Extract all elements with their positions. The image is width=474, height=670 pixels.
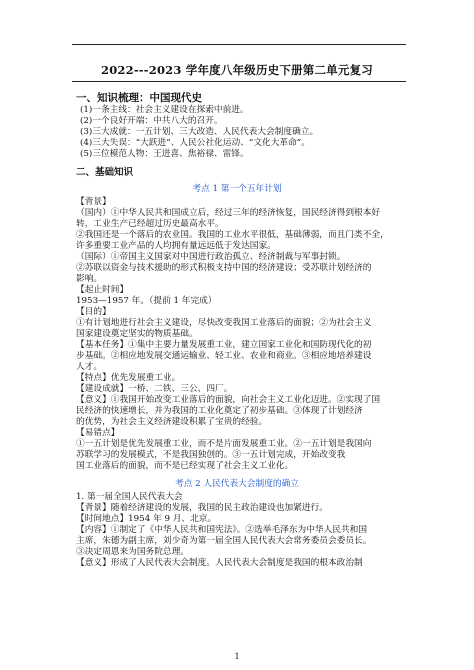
text-line: 苏联学习的发展模式，不是我国独创的。③一五计划完成，开始改变我 <box>76 450 346 460</box>
header-rule <box>72 44 406 45</box>
page-title: 2022---2023 学年度八年级历史下册第二单元复习 <box>101 63 373 77</box>
text-line: 【起止时间】 <box>76 285 129 295</box>
text-line: （国内）①中华人民共和国成立后，经过三年的经济恢复，国民经济得到根本好 <box>76 208 381 218</box>
summary-line: (5)三位模范人物：王进喜、焦裕禄、雷锋。 <box>80 149 249 159</box>
text-line: （国际）①帝国主义国家对中国进行政治孤立、经济制裁与军事封锁。 <box>76 252 346 262</box>
text-line: 【意义】形成了人民代表大会制度。人民代表大会制度是我国的根本政治制 <box>76 558 363 568</box>
kaodian-1-heading: 考点 1 第一个五年计划 <box>192 184 282 194</box>
text-line: ①一五计划是优先发展重工业，而不是片面发展重工业。②一五计划是我国向 <box>76 439 372 449</box>
summary-line: (3)三大成就：一五计划、三大改造、人民代表大会制度确立。 <box>80 127 319 137</box>
title-rule <box>72 81 406 82</box>
text-line: 民经济的快速增长，并为我国的工业化奠定了初步基础。③体现了计划经济 <box>76 406 363 416</box>
text-line: 【建设成就】一桥、二铁、三公、四厂。 <box>76 384 233 394</box>
text-line: 【意义】①我国开始改变工业落后的面貌，向社会主义工业化迈进。②实现了国 <box>76 395 381 405</box>
text-line: 【内容】①制定了《中华人民共和国宪法》。②选举毛泽东为中华人民共和国 <box>76 525 368 535</box>
text-line: 【背景】随着经济建设的发展，我国的民主政治建设也加紧进行。 <box>76 503 328 513</box>
text-line: 【目的】 <box>76 307 111 317</box>
summary-line: (2)一个良好开端：中共八大的召开。 <box>80 116 223 126</box>
text-line: 的优势，为社会主义经济建设积累了宝贵的经验。 <box>76 417 268 427</box>
text-line: 【易错点】 <box>76 428 120 438</box>
text-line: ③决定周恩来为国务院总理。 <box>76 547 189 557</box>
text-line: 转，工业生产已经超过历史最高水平。 <box>76 219 224 229</box>
section-heading-summary: 一、知识梳理：中国现代史 <box>76 92 202 104</box>
text-line: 国家建设奠定坚实的物质基础。 <box>76 329 198 339</box>
kaodian-2-heading: 考点 2 人民代表大会制度的确立 <box>175 479 299 489</box>
text-line: 主席，朱德为副主席，刘少奇为第一届全国人民代表大会常务委员会委员长。 <box>76 536 372 546</box>
text-line: 1. 第一届全国人民代表大会 <box>76 492 183 502</box>
text-line: ②我国还是一个落后的农业国。我国的工业水平很低，基础薄弱，而且门类不全， <box>76 230 389 240</box>
text-line: 【特点】优先发展重工业。 <box>76 373 181 383</box>
text-line: 人才。 <box>76 362 103 372</box>
text-line: ①有计划地进行社会主义建设，尽快改变我国工业落后的面貌；②为社会主义 <box>76 318 372 328</box>
text-line: ②苏联以资金与技术援助的形式积极支持中国的经济建设；受苏联计划经济的 <box>76 263 372 273</box>
text-line: 步基础。②相应地发展交通运输业、轻工业、农业和商业。③相应地培养建设 <box>76 351 372 361</box>
text-line: 【基本任务】①集中主要力量发展重工业，建立国家工业化和国防现代化的初 <box>76 340 372 350</box>
summary-line: (1)一条主线：社会主义建设在探索中前进。 <box>80 105 249 115</box>
summary-line: (4)三大失误：“大跃进”、人民公社化运动、“文化大革命”。 <box>80 138 310 148</box>
page-number: 1 <box>234 652 240 661</box>
text-line: 1953—1957 年。（提前 1 年完成） <box>76 296 217 306</box>
section-heading-basics: 二、基础知识 <box>76 167 134 178</box>
text-line: 影响。 <box>76 274 103 284</box>
text-line: 许多重要工业产品的人均拥有量远远低于发达国家。 <box>76 241 276 251</box>
text-line: 国工业落后的面貌，而不是已经实现了社会主义工业化。 <box>76 461 294 471</box>
text-line: 【时间地点】1954 年 9 月、北京。 <box>76 514 217 524</box>
text-line: 【背景】 <box>76 197 111 207</box>
